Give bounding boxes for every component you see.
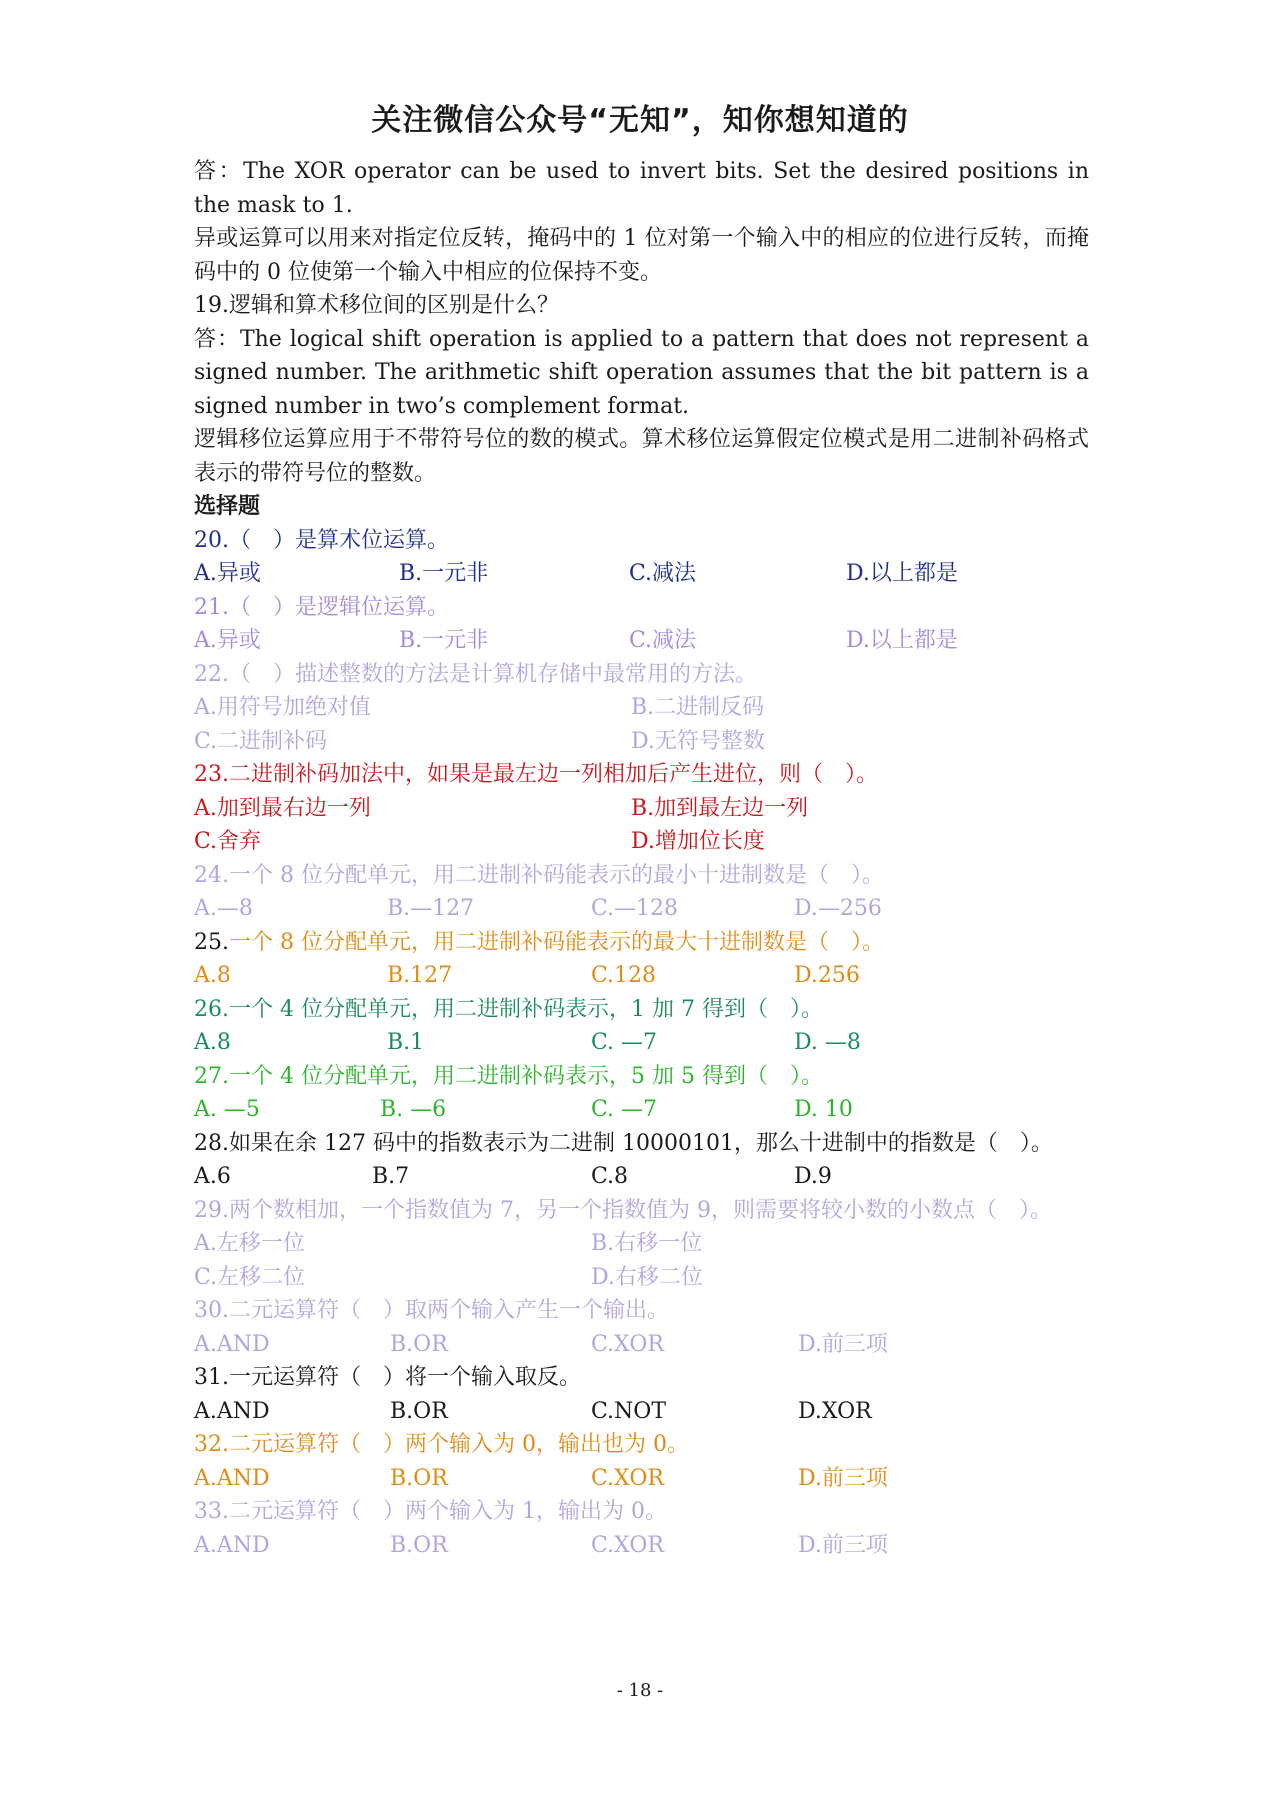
q22-options-row1 bbox=[194, 691, 1089, 725]
q20-stem: 20.（ ）是算术位运算。 bbox=[194, 527, 449, 553]
q29-options-row2 bbox=[194, 1261, 1089, 1295]
q22-option-a: A.用符号加绝对值 bbox=[194, 695, 371, 720]
q21-stem: 21.（ ）是逻辑位运算。 bbox=[194, 594, 449, 620]
q32-option-c: C.XOR bbox=[591, 1465, 664, 1491]
q28-options bbox=[194, 1160, 1089, 1194]
q31-stem: 31.一元运算符（ ）将一个输入取反。 bbox=[194, 1365, 581, 1390]
q25-options bbox=[194, 959, 1089, 993]
q20-option-d: D.以上都是 bbox=[846, 561, 958, 586]
q24-option-b: B.—127 bbox=[387, 896, 475, 921]
q29-option-a: A.左移一位 bbox=[194, 1231, 305, 1256]
q26-option-a: A.8 bbox=[194, 1030, 231, 1055]
q26-option-c: C. —7 bbox=[591, 1030, 658, 1055]
q26-option-b: B.1 bbox=[387, 1030, 425, 1055]
q21-option-b: B.一元非 bbox=[399, 628, 489, 653]
q28-option-a: A.6 bbox=[194, 1164, 231, 1189]
q22-option-c: C.二进制补码 bbox=[194, 728, 328, 754]
q20-options bbox=[194, 557, 1089, 591]
q24-stem: 24.一个 8 位分配单元，用二进制补码能表示的最小十进制数是（ ）。 bbox=[194, 862, 884, 888]
q32-option-a: A.AND bbox=[194, 1465, 270, 1491]
q24-option-c: C.—128 bbox=[591, 896, 679, 921]
q29-option-b: B.右移一位 bbox=[591, 1231, 703, 1256]
section-heading: 选择题 bbox=[194, 493, 261, 519]
q30-option-a: A.AND bbox=[194, 1331, 270, 1357]
q27-option-a: A. —5 bbox=[194, 1097, 260, 1122]
q29-options-row1 bbox=[194, 1227, 1089, 1261]
page-content bbox=[194, 155, 1089, 1562]
q28-option-c: C.8 bbox=[591, 1164, 629, 1189]
q29-option-d: D.右移二位 bbox=[591, 1264, 703, 1290]
q27-option-b: B. —6 bbox=[380, 1097, 447, 1122]
q33-option-b: B.OR bbox=[390, 1532, 448, 1558]
q23-option-b: B.加到最左边一列 bbox=[631, 795, 809, 821]
q32-stem: 32.二元运算符（ ）两个输入为 0，输出也为 0。 bbox=[194, 1432, 689, 1457]
q25-option-c: C.128 bbox=[591, 963, 657, 988]
q31-options bbox=[194, 1395, 1089, 1429]
q21-option-c: C.减法 bbox=[629, 628, 697, 653]
q28-stem: 28.如果在余 127 码中的指数表示为二进制 10000101，那么十进制中的指数是（ ）。 bbox=[194, 1130, 1053, 1156]
q30-option-c: C.XOR bbox=[591, 1331, 664, 1357]
q26-stem: 26.一个 4 位分配单元，用二进制补码表示，1 加 7 得到（ ）。 bbox=[194, 996, 823, 1022]
q20-option-c: C.减法 bbox=[629, 561, 697, 586]
q26-option-d: D. —8 bbox=[794, 1030, 861, 1055]
q32-options bbox=[194, 1462, 1089, 1496]
q23-options-row2 bbox=[194, 825, 1089, 859]
q27-stem: 27.一个 4 位分配单元，用二进制补码表示，5 加 5 得到（ ）。 bbox=[194, 1063, 823, 1089]
q22-option-b: B.二进制反码 bbox=[631, 695, 765, 720]
q20-option-a: A.异或 bbox=[194, 561, 261, 586]
q22-option-d: D.无符号整数 bbox=[631, 728, 765, 754]
q31-option-b: B.OR bbox=[390, 1398, 448, 1424]
q29-option-c: C.左移二位 bbox=[194, 1264, 306, 1290]
q25-text: 一个 8 位分配单元，用二进制补码能表示的最大十进制数是（ ）。 bbox=[229, 929, 884, 955]
q30-stem: 30.二元运算符（ ）取两个输入产生一个输出。 bbox=[194, 1298, 669, 1323]
q29-stem: 29.两个数相加，一个指数值为 7，另一个指数值为 9，则需要将较小数的小数点（ ）。 bbox=[194, 1197, 1052, 1223]
q25-number: 25. bbox=[194, 929, 229, 955]
q21-options bbox=[194, 624, 1089, 658]
q27-option-d: D. 10 bbox=[794, 1097, 853, 1122]
q31-option-d: D.XOR bbox=[798, 1398, 872, 1424]
q23-option-c: C.舍弃 bbox=[194, 829, 262, 854]
q24-option-a: A.—8 bbox=[194, 896, 253, 921]
q24-option-d: D.—256 bbox=[794, 896, 882, 921]
q21-option-d: D.以上都是 bbox=[846, 628, 958, 653]
q32-option-b: B.OR bbox=[390, 1465, 448, 1491]
q33-option-d: D.前三项 bbox=[798, 1532, 888, 1558]
q30-options bbox=[194, 1328, 1089, 1362]
q33-option-c: C.XOR bbox=[591, 1532, 664, 1558]
q26-options bbox=[194, 1026, 1089, 1060]
q19-answer-chinese: 逻辑移位运算应用于不带符号位的数的模式。算术移位运算假定位模式是用二进制补码格式表示的带符号位的整数。 bbox=[194, 427, 1089, 486]
q19-answer-english: 答：The logical shift operation is applied to a pattern that does not represent a signed number. The arithmetic shift operation assumes that the bit pattern is a signed number in two’s complement format. bbox=[194, 326, 1089, 419]
q23-stem: 23.二进制补码加法中，如果是最左边一列相加后产生进位，则（ ）。 bbox=[194, 762, 878, 787]
q25-stem bbox=[194, 926, 1089, 960]
q23-options-row1 bbox=[194, 792, 1089, 826]
q23-option-d: D.增加位长度 bbox=[631, 829, 765, 854]
q18-answer-chinese: 异或运算可以用来对指定位反转，掩码中的 1 位对第一个输入中的相应的位进行反转，而掩码中的 0 位使第一个输入中相应的位保持不变。 bbox=[194, 226, 1089, 285]
q22-stem: 22.（ ）描述整数的方法是计算机存储中最常用的方法。 bbox=[194, 661, 757, 687]
q32-option-d: D.前三项 bbox=[798, 1465, 888, 1491]
q18-answer-english: 答：The XOR operator can be used to invert bits. Set the desired positions in the mask to 1. bbox=[194, 159, 1089, 218]
q33-option-a: A.AND bbox=[194, 1532, 270, 1558]
q20-option-b: B.一元非 bbox=[399, 561, 489, 586]
q25-option-b: B.127 bbox=[387, 963, 453, 988]
q21-option-a: A.异或 bbox=[194, 628, 261, 653]
q24-options bbox=[194, 892, 1089, 926]
q28-option-d: D.9 bbox=[794, 1164, 832, 1189]
q30-option-d: D.前三项 bbox=[798, 1331, 888, 1357]
q23-option-a: A.加到最右边一列 bbox=[194, 795, 371, 821]
q25-option-a: A.8 bbox=[194, 963, 231, 988]
q22-options-row2 bbox=[194, 725, 1089, 759]
q27-options bbox=[194, 1093, 1089, 1127]
q30-option-b: B.OR bbox=[390, 1331, 448, 1357]
page-number: - 18 - bbox=[616, 1680, 664, 1701]
q33-options bbox=[194, 1529, 1089, 1563]
q33-stem: 33.二元运算符（ ）两个输入为 1，输出为 0。 bbox=[194, 1499, 667, 1524]
q31-option-c: C.NOT bbox=[591, 1398, 667, 1424]
q27-option-c: C. —7 bbox=[591, 1097, 658, 1122]
q19-question: 19.逻辑和算术移位间的区别是什么？ bbox=[194, 293, 559, 318]
page-header: 关注微信公众号“无知”，知你想知道的 bbox=[371, 103, 909, 138]
q28-option-b: B.7 bbox=[372, 1164, 410, 1189]
q31-option-a: A.AND bbox=[194, 1398, 270, 1424]
q25-option-d: D.256 bbox=[794, 963, 860, 988]
